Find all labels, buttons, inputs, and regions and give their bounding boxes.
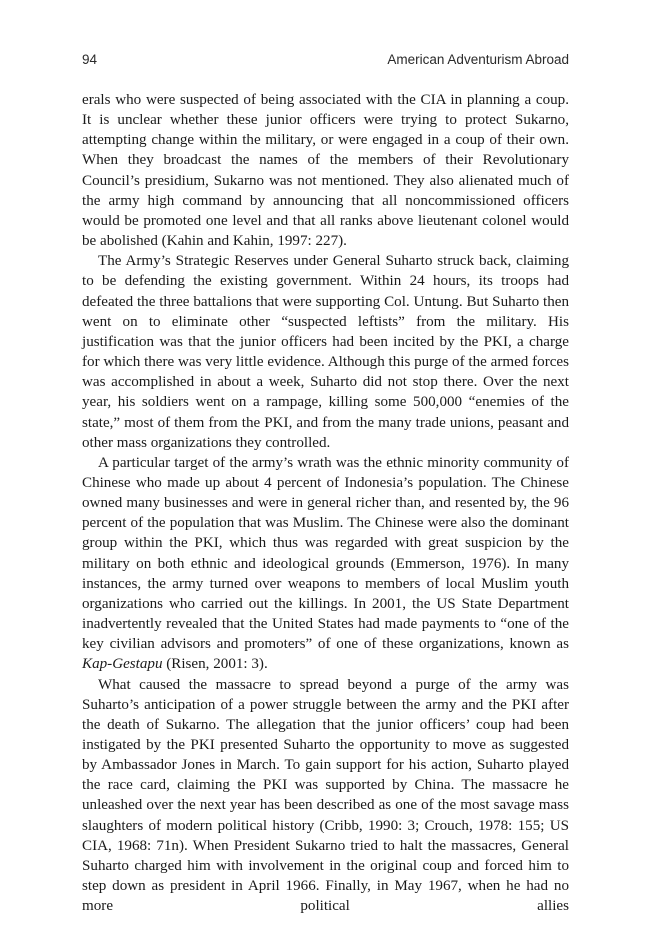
- paragraph-continued: erals who were suspected of being associated with the CIA in planning a coup. It is unclear whether these junior officers were trying to protect Sukarno, attempting change within the military, or were engaged in a coup of their own. When they broadcast the names of the members of their Revolutionary Council’s presidium, Sukarno was not mentioned. They also alienated much of the army high command by announcing that all noncommissioned officers would be promoted one level and that all ranks above lieutenant colonel would be abolished (Kahin and Kahin, 1997: 227).: [82, 92, 569, 250]
- page-number: 94: [82, 52, 98, 67]
- running-title: American Adventurism Abroad: [387, 52, 569, 67]
- italic-term: Kap-Gestapu: [82, 656, 163, 673]
- paragraph-text: A particular target of the army’s wrath was the ethnic minority community of Chinese who made up about 4 percent of Indonesia’s population. The Chinese owned many businesses and were in general richer than, and resented by, the 96 percent of the population that was Muslim. The Chinese were also the dominant group within the PKI, which thus was regarded with great suspicion by the military on both ethnic and ideological grounds (Emmerson, 1976). In many instances, the army turned over weapons to members of local Muslim youth organizations who carried out the killings. In 2001, the US State Department inadvertently revealed that the United States had made payments to “one of the key civilian advisors and promoters” of one of these organizations, known as: [82, 454, 569, 653]
- running-header: [82, 52, 569, 72]
- paragraph-chinese-community: [82, 453, 569, 675]
- book-page: [82, 52, 569, 916]
- paragraph-text-end: (Risen, 2001: 3).: [162, 656, 268, 673]
- paragraph-massacre-cause: What caused the massacre to spread beyond a purge of the army was Suharto’s anticipation of a power struggle between the army and the PKI after the death of Sukarno. The allegation that the junior officers’ coup had been instigated by the PKI presented Suharto the opportunity to move as suggested by Ambassador Jones in March. To gain support for his action, Suharto played the race card, claiming the PKI was supported by China. The massacre he unleashed over the next year has been described as one of the most savage mass slaughters of modern political history (Cribb, 1990: 3; Crouch, 1978: 155; US CIA, 1968: 71n). When President Sukarno tried to halt the massacres, General Suharto charged him with involvement in the original coup and forced him to step down as president in April 1966. Finally, in May 1967, when he had no more political allies: [82, 676, 569, 915]
- body-text: [82, 90, 569, 916]
- paragraph-suharto-strikes-back: The Army’s Strategic Reserves under General Suharto struck back, claiming to be defending the existing government. Within 24 hours, its troops had defeated the three battalions that were supporting Col. Untung. But Suharto then went on to eliminate other “suspected leftists” from the military. His justification was that the junior officers had been incited by the PKI, a charge for which there was very little evidence. Although this purge of the armed forces was accomplished in about a week, Suharto did not stop there. Over the next year, his soldiers went on a rampage, killing some 500,000 “enemies of the state,” most of them from the PKI, and from the many trade unions, peasant and other mass organizations they controlled.: [82, 253, 569, 451]
